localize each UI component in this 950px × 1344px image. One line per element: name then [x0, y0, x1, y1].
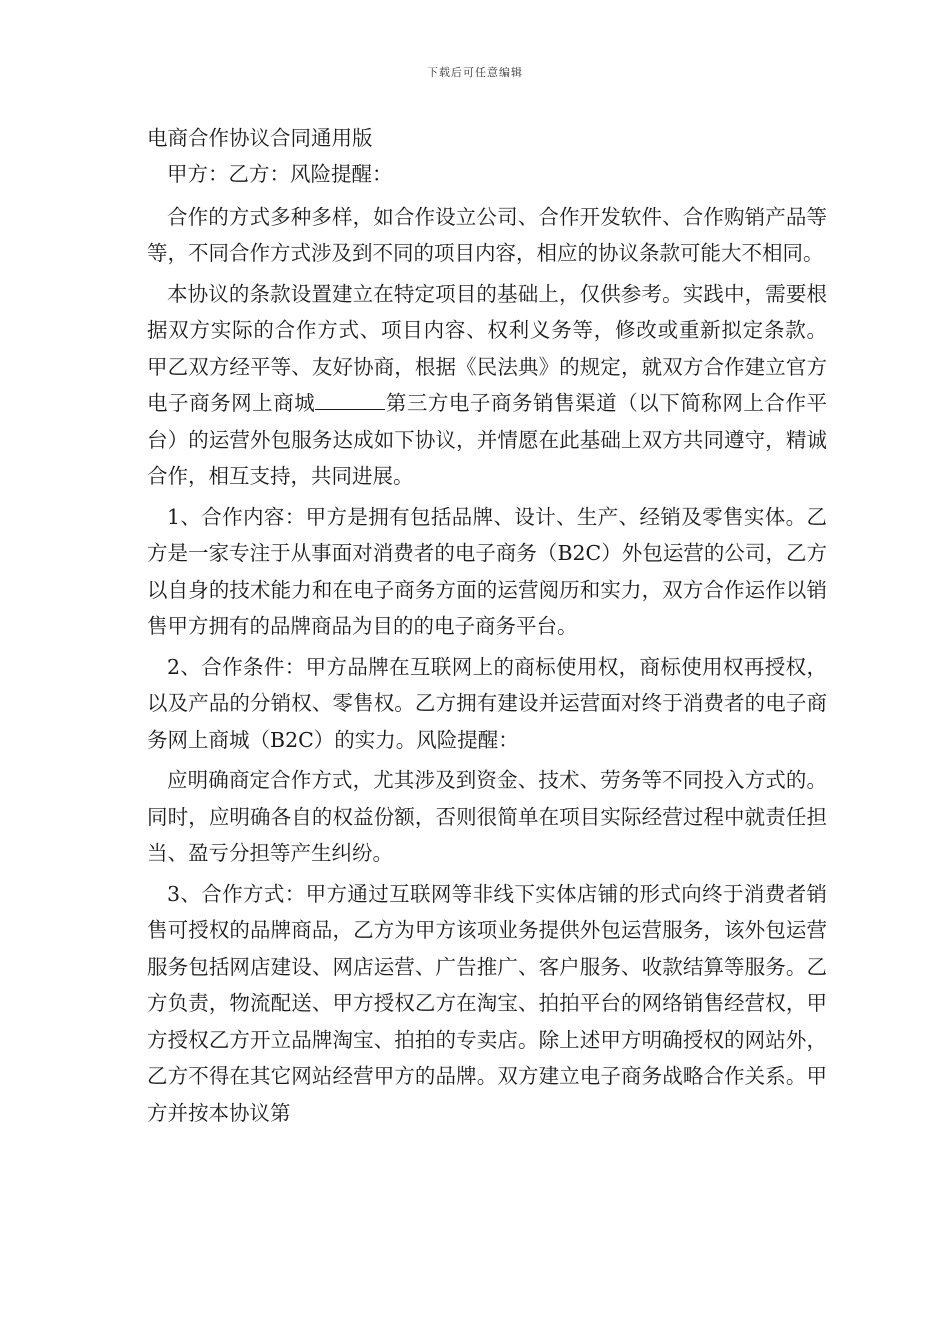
paragraph-clause-2: 2、合作条件：甲方品牌在互联网上的商标使用权，商标使用权再授权，以及产品的分销权、零售权。乙方拥有建设并运营面对终于消费者的电子商务网上商城（B2C）的实力。风险提醒： — [147, 654, 827, 752]
document-title: 电商合作协议合同通用版 — [147, 126, 373, 150]
preamble-text-after-blank: 第三方电子商务销售渠道（以下简称网上合作平台）的运营外包服务达成如下协议，并情愿在此基础上双方共同遵守，精诚合作，相互支持，共同进展。 — [147, 391, 828, 488]
header-note: 下载后可任意编辑 — [427, 66, 523, 79]
paragraph-preamble — [147, 276, 827, 495]
preamble-text-before-blank: 本协议的条款设置建立在特定项目的基础上，仅供参考。实践中，需要根据双方实际的合作方式、项目内容、权利义务等，修改或重新拟定条款。 甲乙双方经平等、友好协商，根据《民法典》的规定，就双方合作建立官方电子商务网上商城 — [147, 281, 827, 415]
parties-line: 甲方：乙方：风险提醒： — [167, 162, 393, 186]
paragraph-risk-note: 应明确商定合作方式，尤其涉及到资金、技术、劳务等不同投入方式的。同时，应明确各自的权益份额，否则很简单在项目实际经营过程中就责任担当、盈亏分担等产生纠纷。 — [147, 768, 827, 865]
paragraph-clause-1: 1、合作内容：甲方是拥有包括品牌、设计、生产、经销及零售实体。乙方是一家专注于从事面对消费者的电子商务（B2C）外包运营的公司，乙方以自身的技术能力和在电子商务方面的运营阅历和实力，双方合作运作以销售甲方拥有的品牌商品为目的的电子商务平台。 — [147, 504, 827, 638]
fill-in-blank — [315, 387, 385, 410]
paragraph-cooperation-forms: 合作的方式多种多样，如合作设立公司、合作开发软件、合作购销产品等等，不同合作方式涉及到不同的项目内容，相应的协议条款可能大不相同。 — [147, 204, 827, 265]
paragraph-clause-3: 3、合作方式：甲方通过互联网等非线下实体店铺的形式向终于消费者销售可授权的品牌商品，乙方为甲方该项业务提供外包运营服务，该外包运营服务包括网店建设、网店运营、广告推广、客户服务、收款结算等服务。乙方负责，物流配送、甲方授权乙方在淘宝、拍拍平台的网络销售经营权，甲方授权乙方开立品牌淘宝、拍拍的专卖店。除上述甲方明确授权的网站外，乙方不得在其它网站经营甲方的品牌。双方建立电子商务战略合作关系。甲方并按本协议第 — [147, 881, 827, 1125]
document-body — [147, 120, 827, 1135]
